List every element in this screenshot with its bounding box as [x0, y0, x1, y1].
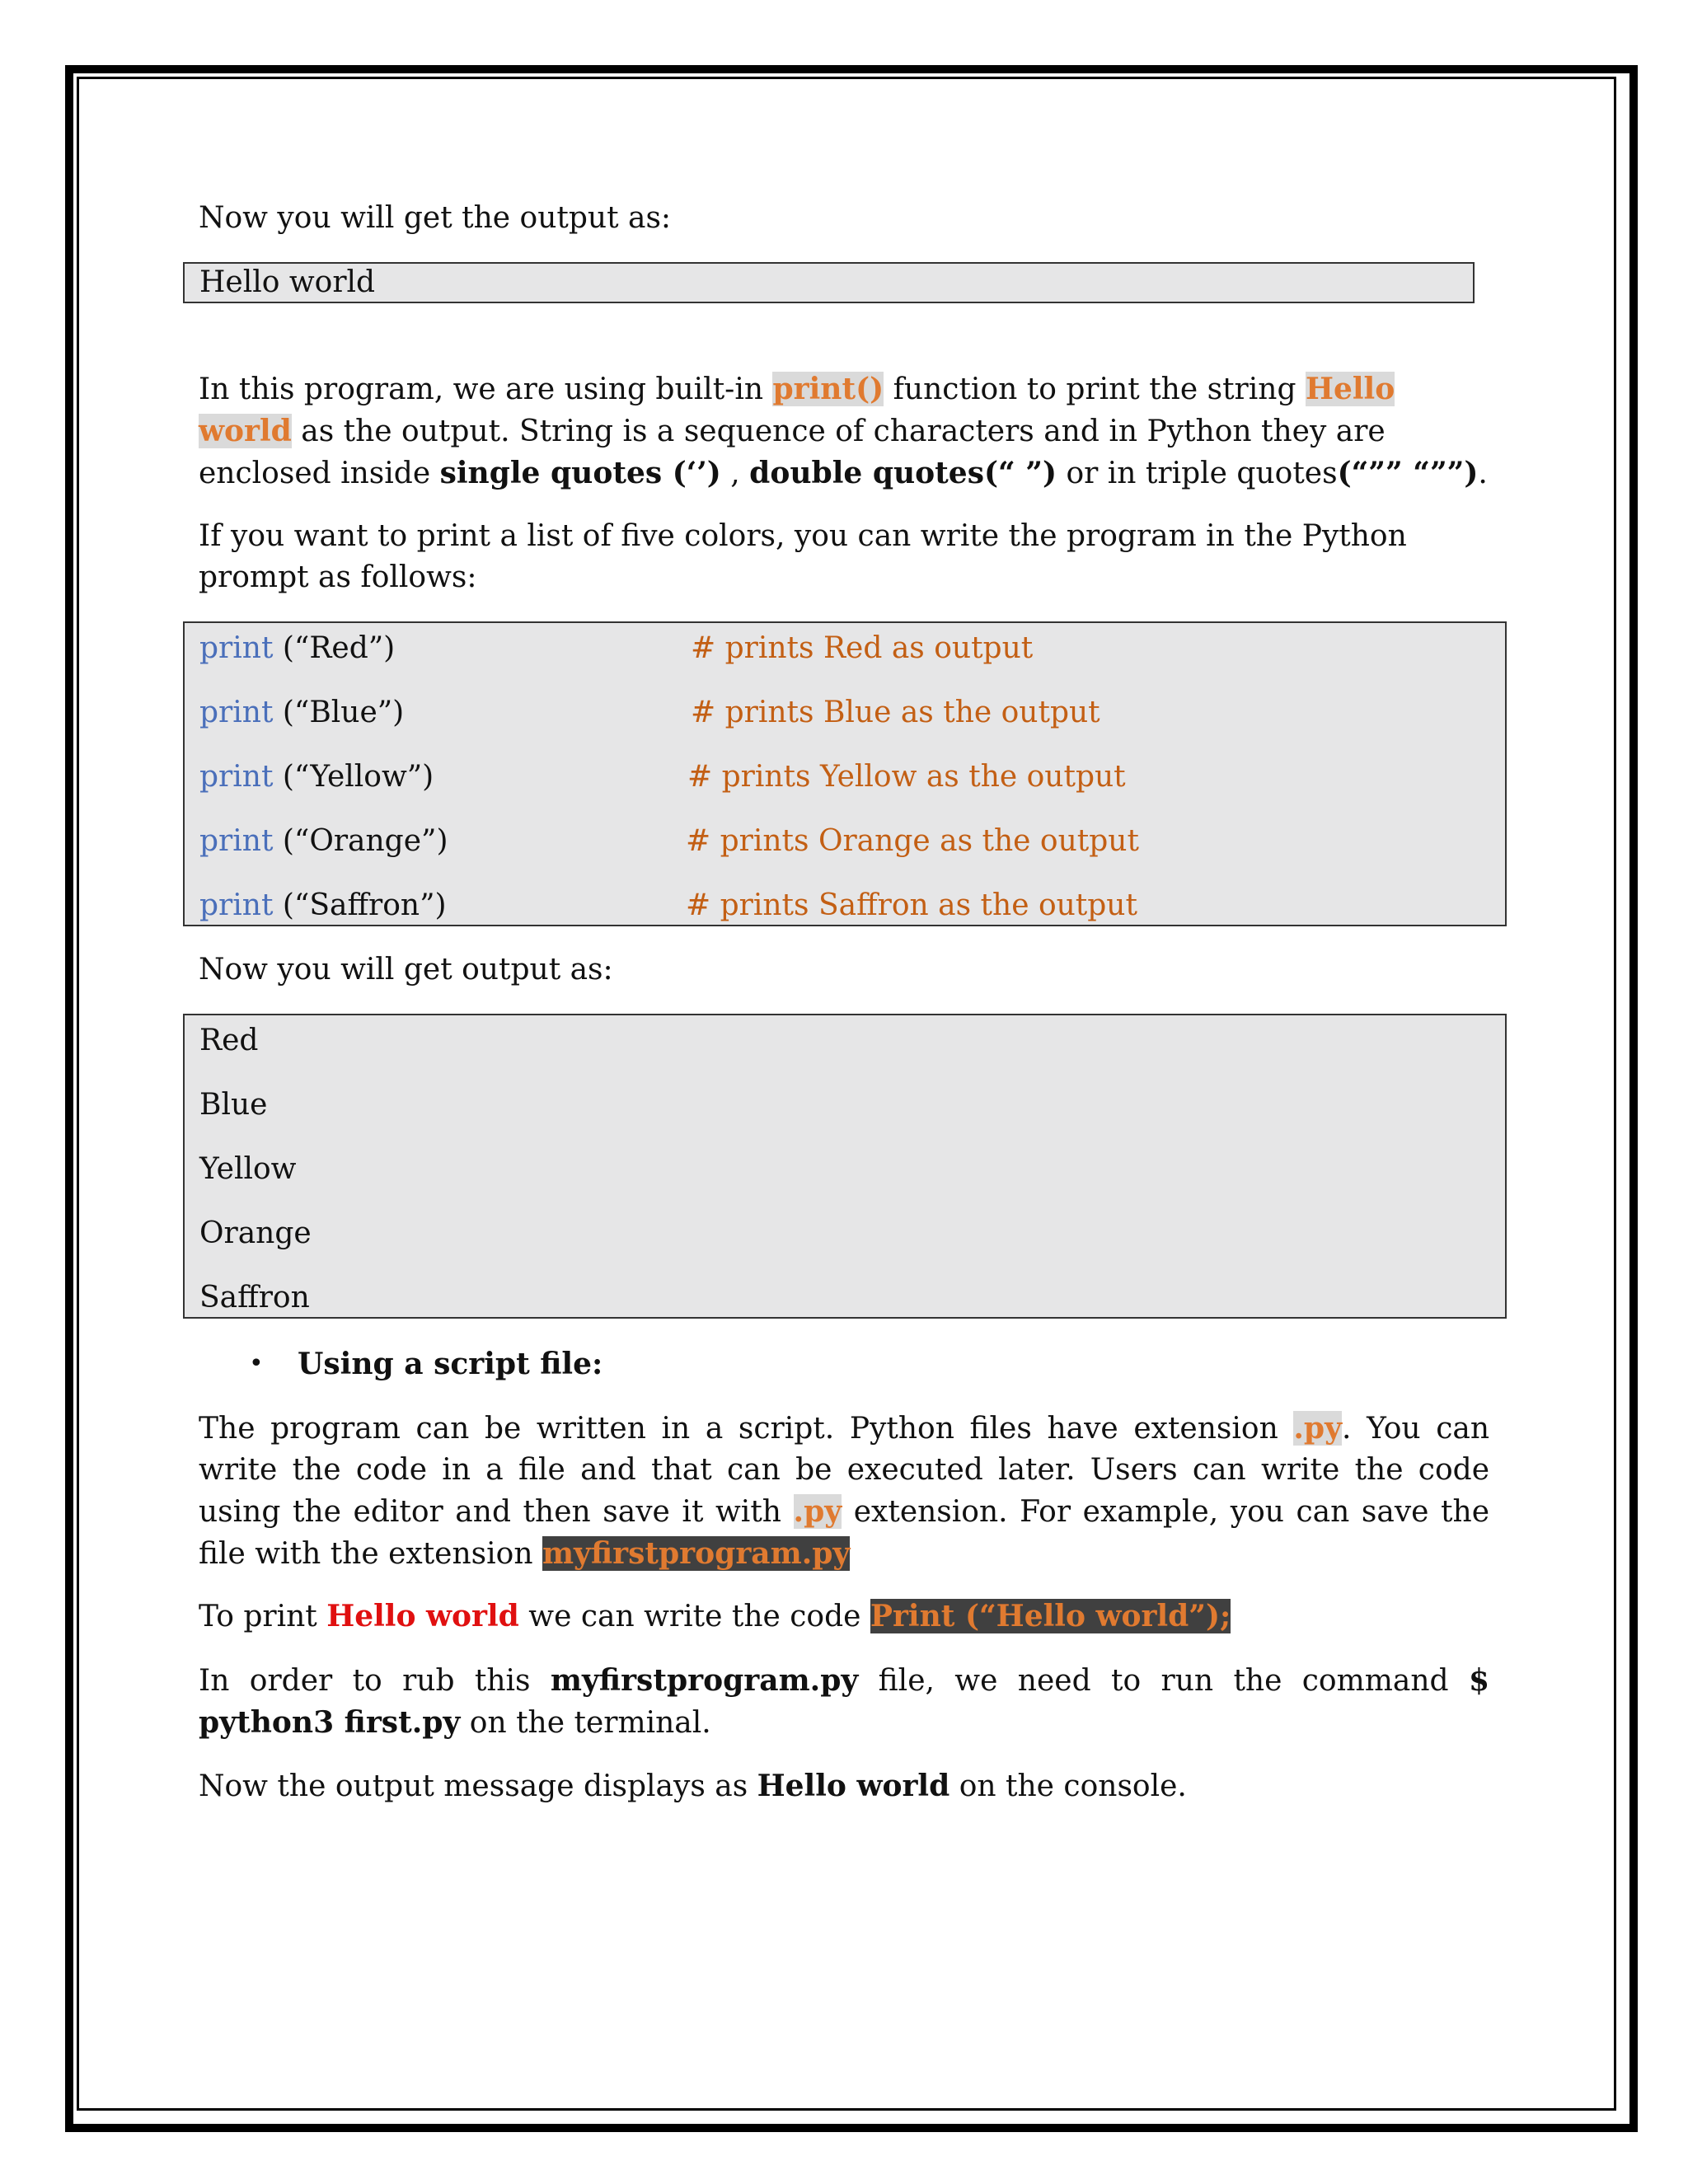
text-run: The program can be written in a script. Python files have extension [199, 1412, 1294, 1446]
output-box-hello [183, 262, 1475, 303]
text-run: Now the output message displays as [199, 1769, 757, 1803]
red-hello-world: Hello world [326, 1599, 519, 1633]
highlight-filename: myfirstprogram.py [542, 1536, 851, 1571]
section-heading: Using a script file: [298, 1347, 603, 1381]
bold-hello-world: Hello world [757, 1769, 950, 1803]
output-line: Red [199, 1024, 259, 1057]
keyword-print: print [199, 631, 274, 665]
code-comment: # prints Yellow as the output [687, 760, 1126, 794]
paragraph-print-hello [199, 1596, 1489, 1638]
highlight-py-extension: .py [1293, 1411, 1343, 1446]
text-run: In order to rub this [199, 1664, 551, 1698]
bold-double-quotes: double quotes(“ ”) [749, 456, 1057, 490]
output-line: Blue [199, 1088, 268, 1122]
output-line: Orange [199, 1216, 312, 1250]
paragraph-run-command [199, 1660, 1489, 1744]
code-arg: (“Red”) [273, 631, 396, 665]
paragraph-five-colors: If you want to print a list of five colors, you can write the program in the Python prompt as follows: [199, 519, 1407, 594]
text-run: To print [199, 1600, 327, 1633]
code-line [199, 821, 448, 862]
bullet-icon: • [249, 1349, 264, 1378]
intro-output-text-2: Now you will get output as: [199, 953, 613, 987]
text-run: file, we need to run the command [858, 1664, 1469, 1698]
text-run: . You can write the code in a file and that can be executed later. Users can write the code using the editor and then save it with [199, 1412, 1490, 1529]
text-run: on the terminal. [460, 1706, 711, 1740]
text-run: function to print the string [884, 373, 1306, 406]
keyword-print: print [199, 760, 274, 794]
highlight-py-extension: .py [793, 1494, 842, 1529]
paragraph-console-output [199, 1765, 1489, 1807]
keyword-print: print [199, 888, 274, 922]
text-run: , [720, 457, 750, 490]
text-run: In this program, we are using built-in [199, 373, 773, 406]
output-line: Yellow [199, 1152, 297, 1186]
text-run: extension. For example, you can save the file with the extension [199, 1495, 1489, 1571]
code-arg: (“Saffron”) [273, 888, 447, 922]
code-arg: (“Orange”) [273, 824, 448, 858]
code-comment: # prints Orange as the output [686, 824, 1139, 858]
code-line [199, 692, 404, 733]
code-line [199, 885, 447, 926]
output-box-colors [183, 1014, 1507, 1319]
code-line [199, 628, 395, 669]
code-box [183, 621, 1507, 926]
bold-triple-quotes: (“”” “””) [1337, 456, 1479, 490]
output-line: Saffron [199, 1281, 310, 1315]
highlight-hello-world: Hello world [199, 372, 1395, 448]
text-run: or in triple quotes [1057, 457, 1338, 490]
text-run: we can write the code [518, 1600, 870, 1633]
keyword-print: print [199, 824, 274, 858]
bold-command: $ python3 first.py [199, 1663, 1489, 1740]
output-line: Hello world [199, 265, 376, 299]
text-run: . [1478, 457, 1488, 490]
paragraph-script-file [199, 1408, 1489, 1575]
intro-output-text: Now you will get the output as: [199, 201, 672, 235]
text-run: as the output. String is a sequence of characters and in Python they are enclosed inside [199, 415, 1386, 490]
code-arg: (“Yellow”) [273, 760, 434, 794]
paragraph-print-function [199, 368, 1489, 494]
keyword-print: print [199, 696, 274, 729]
text-run: on the console. [950, 1769, 1187, 1803]
highlight-code: Print (“Hello world”); [870, 1599, 1231, 1633]
highlight-print: print() [772, 372, 884, 406]
bold-single-quotes: single quotes (‘’) [439, 456, 721, 490]
code-comment: # prints Saffron as the output [686, 888, 1137, 922]
code-line [199, 757, 434, 798]
bold-filename: myfirstprogram.py [550, 1663, 859, 1698]
code-comment: # prints Red as output [691, 631, 1034, 665]
code-comment: # prints Blue as the output [691, 696, 1100, 729]
code-arg: (“Blue”) [273, 696, 405, 729]
